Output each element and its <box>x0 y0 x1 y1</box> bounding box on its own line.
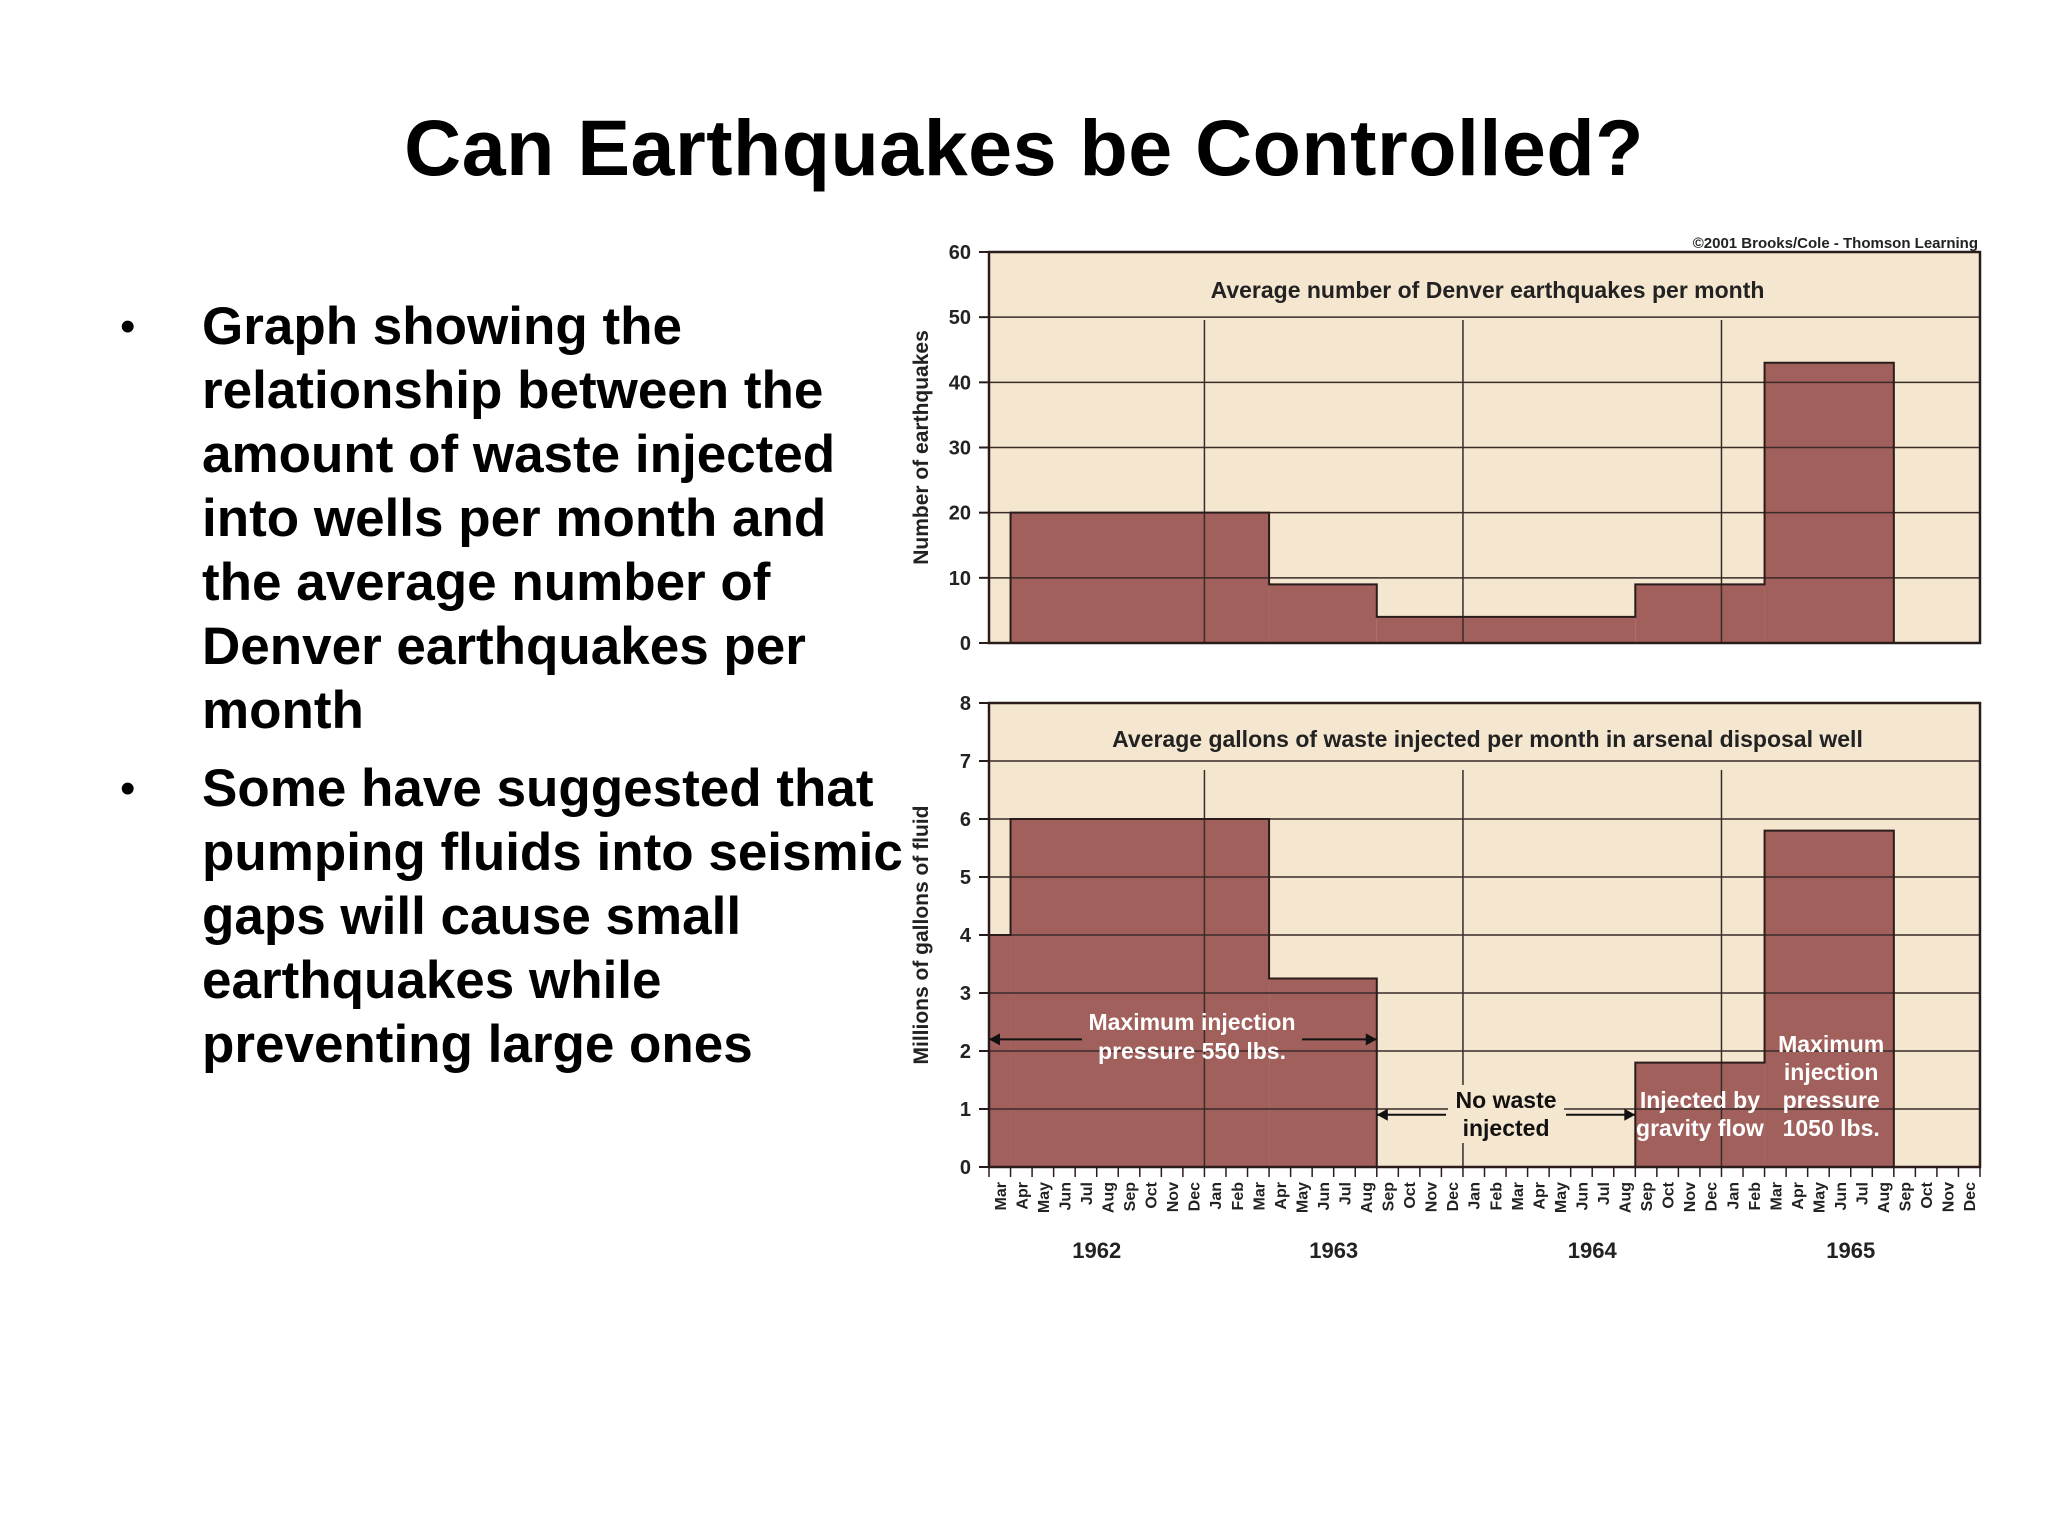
x-tick-label: Sep <box>1380 1182 1398 1212</box>
x-tick-label: Jul <box>1078 1182 1096 1206</box>
x-tick-label: Sep <box>1639 1182 1657 1212</box>
copyright-note: ©2001 Brooks/Cole - Thomson Learning <box>1692 235 1978 252</box>
y-tick-label: 1 <box>959 1099 971 1121</box>
x-tick-label: Nov <box>1423 1182 1441 1213</box>
y-tick-label: 6 <box>959 809 971 831</box>
x-tick-label: Apr <box>1014 1182 1032 1210</box>
y-tick-label: 30 <box>948 437 971 460</box>
x-tick-label: Jul <box>1595 1182 1613 1206</box>
bullet-text: Graph showing the relationship between the amount of waste injected into wells per month and the average number of Denver earthquakes per month <box>202 297 836 740</box>
annotation-label: Maximum injection pressure 550 lbs. <box>1088 1009 1296 1064</box>
x-tick-label: Oct <box>1919 1182 1937 1209</box>
x-tick-label: Apr <box>1531 1182 1549 1210</box>
data-bar <box>1765 363 1894 643</box>
data-bar <box>1377 617 1636 643</box>
x-tick-label: Sep <box>1897 1182 1915 1212</box>
y-tick-label: 20 <box>948 502 971 525</box>
x-tick-label: Aug <box>1876 1182 1894 1214</box>
y-tick-label: 2 <box>959 1041 971 1063</box>
y-tick-label: 50 <box>948 307 971 330</box>
data-bar <box>1269 584 1377 643</box>
chart-title: Average gallons of waste injected per month in arsenal disposal well <box>1112 726 1863 752</box>
y-tick-label: 40 <box>948 372 971 395</box>
x-tick-label: Dec <box>1962 1182 1980 1212</box>
y-tick-label: 4 <box>959 925 971 947</box>
x-tick-label: May <box>1552 1182 1570 1214</box>
x-tick-label: Jun <box>1832 1182 1850 1211</box>
x-tick-label: Jan <box>1466 1182 1484 1210</box>
y-tick-label: 7 <box>959 751 971 773</box>
annotation-label: No waste injected <box>1455 1087 1557 1141</box>
x-tick-label: Oct <box>1660 1182 1678 1209</box>
x-tick-label: May <box>1811 1182 1829 1214</box>
x-tick-label: Jan <box>1725 1182 1743 1210</box>
year-label: 1965 <box>1826 1238 1876 1263</box>
bullet-text: Some have suggested that pumping fluids into seismic gaps will cause small earthquakes while preventing large ones <box>202 759 903 1074</box>
y-axis-label: Millions of gallons of fluid <box>910 805 933 1065</box>
x-tick-label: Aug <box>1100 1182 1118 1214</box>
x-tick-label: Apr <box>1789 1182 1807 1210</box>
x-tick-label: Mar <box>1768 1182 1786 1211</box>
x-tick-label: Dec <box>1186 1182 1204 1212</box>
y-tick-label: 8 <box>959 693 971 715</box>
x-tick-label: Jun <box>1574 1182 1592 1211</box>
slide-title: Can Earthquakes be Controlled? <box>404 103 1644 192</box>
x-tick-label: Mar <box>1509 1182 1527 1211</box>
y-tick-label: 5 <box>959 867 971 889</box>
y-tick-label: 0 <box>959 1157 971 1179</box>
x-tick-label: Jun <box>1057 1182 1075 1211</box>
x-tick-label: Oct <box>1402 1182 1420 1209</box>
data-bar <box>1269 979 1377 1168</box>
bullet-marker: • <box>120 302 136 351</box>
y-tick-label: 10 <box>948 567 971 590</box>
x-tick-label: Nov <box>1940 1182 1958 1213</box>
x-tick-label: Aug <box>1617 1182 1635 1214</box>
year-label: 1964 <box>1567 1238 1617 1263</box>
bullet-marker: • <box>120 764 136 813</box>
y-tick-label: 0 <box>959 633 971 655</box>
earthquake-chart <box>910 242 1980 655</box>
chart-title: Average number of Denver earthquakes per month <box>1210 277 1765 303</box>
year-label: 1962 <box>1072 1238 1122 1263</box>
annotation-label: Injected by gravity flow <box>1636 1087 1764 1141</box>
x-tick-label: Jan <box>1208 1182 1226 1210</box>
x-tick-label: Nov <box>1165 1182 1183 1213</box>
x-tick-label: May <box>1035 1182 1053 1214</box>
x-tick-label: Nov <box>1682 1182 1700 1213</box>
annotation-label: Maximum injection pressure 1050 lbs. <box>1778 1031 1885 1141</box>
x-tick-label: May <box>1294 1182 1312 1214</box>
x-tick-label: Feb <box>1488 1182 1506 1211</box>
x-tick-label: Jul <box>1337 1182 1355 1206</box>
year-label: 1963 <box>1309 1238 1359 1263</box>
x-tick-label: Feb <box>1746 1182 1764 1211</box>
x-tick-label: Aug <box>1359 1182 1377 1214</box>
x-tick-label: Jun <box>1315 1182 1333 1211</box>
x-tick-label: Apr <box>1272 1182 1290 1210</box>
y-tick-label: 60 <box>948 242 971 264</box>
x-tick-label: Sep <box>1122 1182 1140 1212</box>
x-tick-label: Feb <box>1229 1182 1247 1211</box>
data-bar <box>1635 584 1764 643</box>
y-tick-label: 3 <box>959 983 971 1005</box>
x-tick-label: Oct <box>1143 1182 1161 1209</box>
x-tick-label: Mar <box>1251 1182 1269 1211</box>
x-tick-label: Mar <box>992 1182 1010 1211</box>
y-axis-label: Number of earthquakes <box>910 330 933 565</box>
x-tick-label: Dec <box>1445 1182 1463 1212</box>
x-tick-label: Dec <box>1703 1182 1721 1212</box>
x-tick-label: Jul <box>1854 1182 1872 1206</box>
